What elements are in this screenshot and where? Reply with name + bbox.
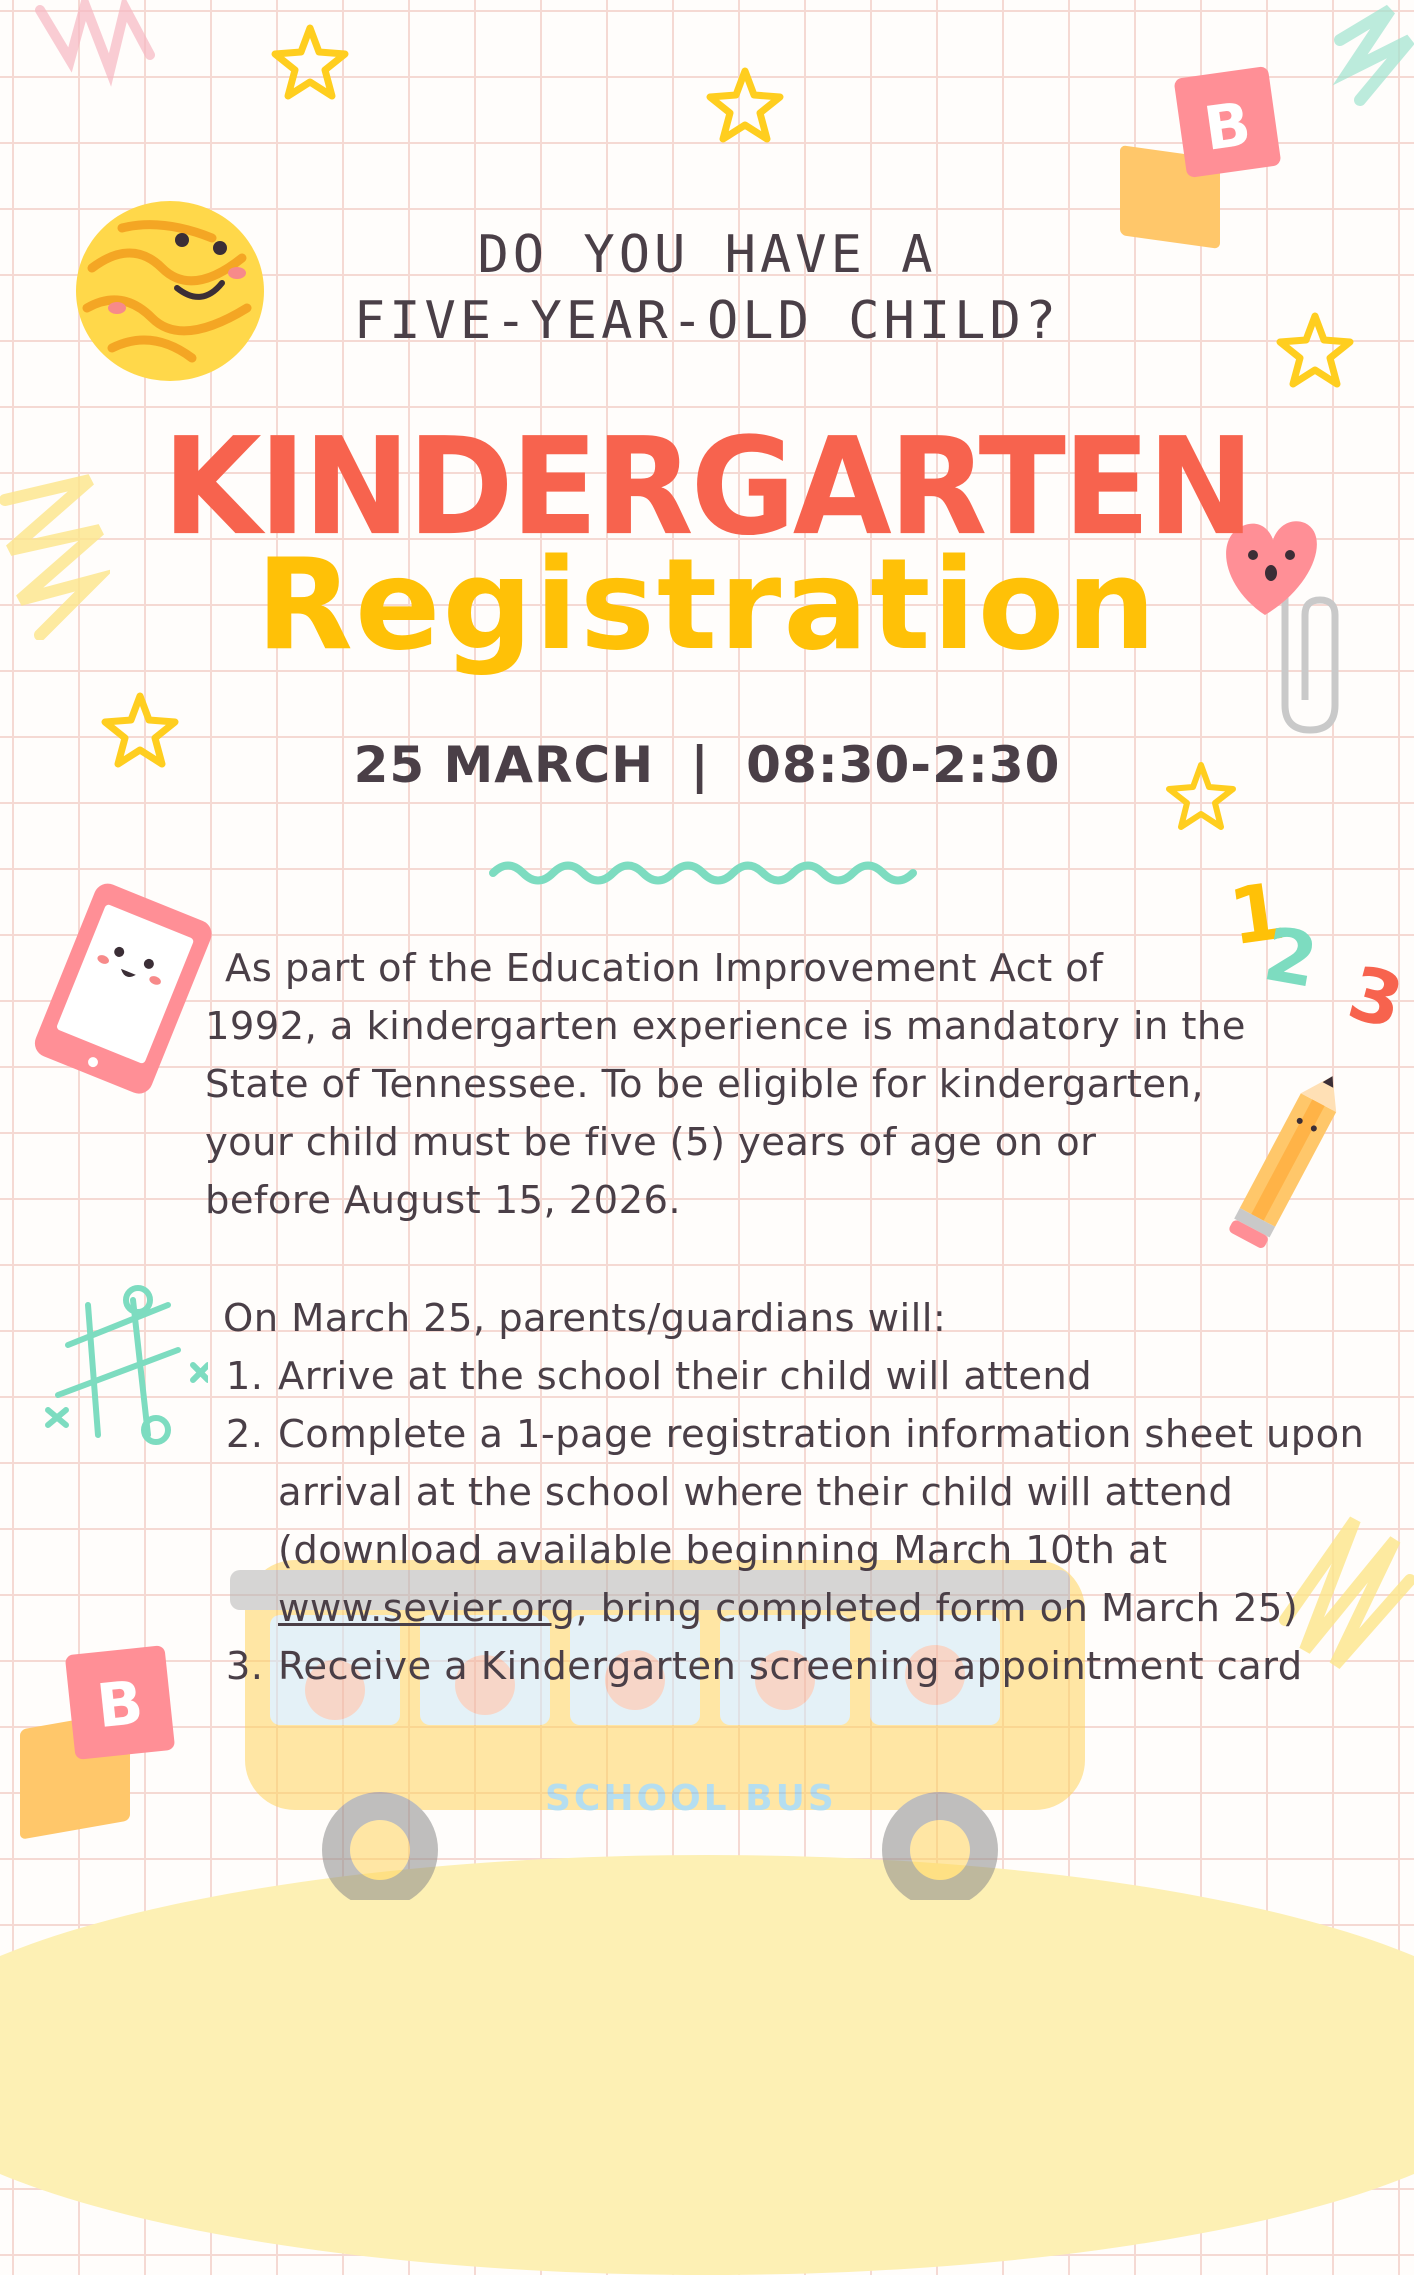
bus-label: SCHOOL BUS: [545, 1778, 837, 1819]
wavy-divider: [488, 853, 928, 893]
sevier-website-link[interactable]: www.sevier.org: [278, 1586, 576, 1631]
event-datetime: [0, 732, 1414, 798]
letter-block-icon: [15, 1650, 175, 1840]
tic-tac-toe-icon: [28, 1285, 208, 1455]
headline-question: [0, 222, 1414, 354]
event-time: 08:30-2:30: [746, 736, 1061, 794]
star-icon: [705, 65, 785, 145]
eligibility-paragraph: [205, 940, 1325, 1230]
step-text: Receive a Kindergarten screening appointment card: [278, 1644, 1303, 1689]
title-registration: Registration: [256, 531, 1158, 678]
paragraph-line: State of Tennessee. To be eligible for kindergarten,: [205, 1062, 1204, 1107]
title-kindergarten: KINDERGARTEN: [162, 409, 1252, 566]
pink-scribble-decoration: [30, 0, 170, 90]
question-line-2: FIVE-YEAR-OLD CHILD?: [353, 291, 1061, 351]
background-hill: [0, 1855, 1414, 2275]
block-letter: B: [93, 1667, 147, 1743]
question-line-1: DO YOU HAVE A: [477, 225, 937, 285]
paragraph-line: before August 15, 2026.: [205, 1178, 681, 1223]
step-text: Arrive at the school their child will attend: [278, 1354, 1093, 1399]
list-item: [276, 1348, 1386, 1406]
block-letter: B: [1199, 89, 1256, 165]
list-item: [276, 1406, 1386, 1638]
mint-scribble-decoration: [1330, 0, 1414, 110]
list-item: [276, 1638, 1386, 1696]
number-three-decoration: 3: [1339, 949, 1412, 1047]
steps-list: [218, 1348, 1386, 1696]
number-two-decoration: 2: [1257, 911, 1324, 1005]
steps-intro: On March 25, parents/guardians will:: [223, 1296, 947, 1341]
datetime-separator: |: [690, 736, 710, 794]
tablet-character-icon: [25, 880, 215, 1100]
step-text: , bring completed form on March 25): [575, 1586, 1299, 1631]
paragraph-line: your child must be five (5) years of age on or: [205, 1120, 1097, 1165]
event-date: 25 MARCH: [353, 736, 655, 794]
number-one-decoration: 1: [1224, 866, 1291, 964]
paragraph-line: As part of the Education Improvement Act of: [225, 946, 1104, 991]
step-text: Complete a 1-page registration information sheet upon arrival at the school where their child will attend (download available beginning March 10th at: [278, 1412, 1365, 1573]
paragraph-line: 1992, a kindergarten experience is mandatory in the: [205, 1004, 1246, 1049]
star-icon: [270, 22, 350, 102]
